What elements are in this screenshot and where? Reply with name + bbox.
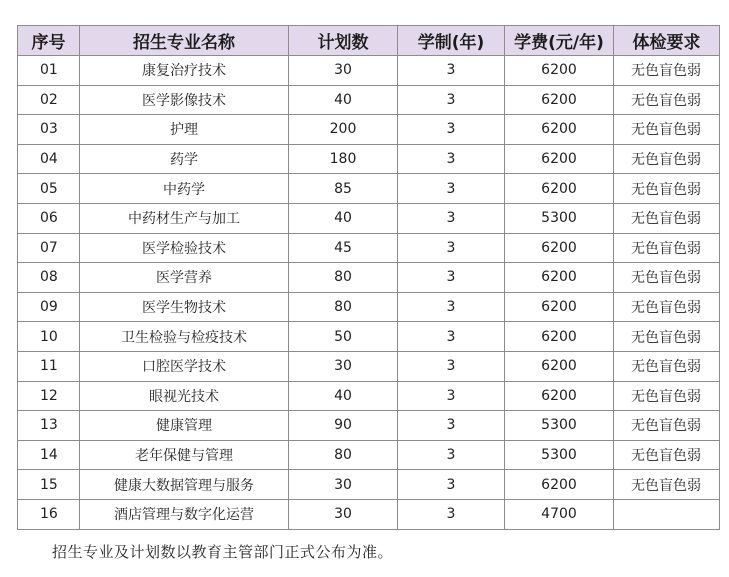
cell-tuition-fee: 6200 (505, 174, 614, 204)
cell-serial-number: 02 (18, 85, 80, 115)
cell-study-years: 3 (398, 292, 505, 322)
cell-serial-number: 08 (18, 263, 80, 293)
table-row (18, 85, 720, 115)
cell-plan-count: 85 (289, 174, 398, 204)
header-major-name: 招生专业名称 (80, 26, 289, 56)
cell-serial-number: 04 (18, 144, 80, 174)
table-row (18, 411, 720, 441)
cell-tuition-fee: 6200 (505, 292, 614, 322)
cell-serial-number: 06 (18, 203, 80, 233)
cell-study-years: 3 (398, 322, 505, 352)
cell-tuition-fee: 6200 (505, 144, 614, 174)
table-header-row (18, 26, 720, 56)
cell-plan-count: 40 (289, 381, 398, 411)
cell-serial-number: 05 (18, 174, 80, 204)
footnote-text: 招生专业及计划数以教育主管部门正式公布为准。 (52, 543, 394, 561)
table-row (18, 381, 720, 411)
cell-major-name: 康复治疗技术 (80, 56, 289, 86)
cell-serial-number: 16 (18, 499, 80, 529)
cell-tuition-fee: 5300 (505, 203, 614, 233)
cell-serial-number: 11 (18, 351, 80, 381)
table-body (18, 56, 720, 530)
table-row (18, 322, 720, 352)
table-row (18, 351, 720, 381)
cell-study-years: 3 (398, 56, 505, 86)
cell-serial-number: 03 (18, 115, 80, 145)
cell-major-name: 中药材生产与加工 (80, 203, 289, 233)
cell-study-years: 3 (398, 144, 505, 174)
cell-major-name: 老年保健与管理 (80, 440, 289, 470)
cell-plan-count: 40 (289, 85, 398, 115)
cell-study-years: 3 (398, 233, 505, 263)
cell-physical-requirement (614, 499, 720, 529)
cell-serial-number: 07 (18, 233, 80, 263)
cell-tuition-fee: 6200 (505, 470, 614, 500)
table-row (18, 56, 720, 86)
cell-plan-count: 40 (289, 203, 398, 233)
cell-major-name: 医学营养 (80, 263, 289, 293)
cell-study-years: 3 (398, 85, 505, 115)
cell-physical-requirement: 无色盲色弱 (614, 411, 720, 441)
cell-physical-requirement: 无色盲色弱 (614, 144, 720, 174)
cell-tuition-fee: 6200 (505, 115, 614, 145)
table-row (18, 203, 720, 233)
cell-study-years: 3 (398, 440, 505, 470)
cell-plan-count: 45 (289, 233, 398, 263)
cell-serial-number: 10 (18, 322, 80, 352)
table-row (18, 233, 720, 263)
header-physical-requirement: 体检要求 (614, 26, 720, 56)
cell-physical-requirement: 无色盲色弱 (614, 440, 720, 470)
cell-major-name: 酒店管理与数字化运营 (80, 499, 289, 529)
cell-major-name: 医学检验技术 (80, 233, 289, 263)
cell-plan-count: 180 (289, 144, 398, 174)
header-serial-number: 序号 (18, 26, 80, 56)
header-plan-count: 计划数 (289, 26, 398, 56)
cell-major-name: 口腔医学技术 (80, 351, 289, 381)
cell-plan-count: 80 (289, 440, 398, 470)
cell-tuition-fee: 6200 (505, 381, 614, 411)
cell-plan-count: 30 (289, 470, 398, 500)
cell-serial-number: 12 (18, 381, 80, 411)
cell-serial-number: 15 (18, 470, 80, 500)
cell-major-name: 健康管理 (80, 411, 289, 441)
cell-study-years: 3 (398, 351, 505, 381)
cell-study-years: 3 (398, 381, 505, 411)
cell-study-years: 3 (398, 470, 505, 500)
cell-serial-number: 01 (18, 56, 80, 86)
cell-study-years: 3 (398, 115, 505, 145)
cell-study-years: 3 (398, 411, 505, 441)
table-row (18, 263, 720, 293)
header-study-years: 学制(年) (398, 26, 505, 56)
cell-study-years: 3 (398, 499, 505, 529)
cell-plan-count: 200 (289, 115, 398, 145)
table-row (18, 470, 720, 500)
table-row (18, 144, 720, 174)
cell-plan-count: 30 (289, 499, 398, 529)
cell-physical-requirement: 无色盲色弱 (614, 381, 720, 411)
cell-study-years: 3 (398, 263, 505, 293)
enrollment-table-container (17, 25, 720, 530)
cell-physical-requirement: 无色盲色弱 (614, 115, 720, 145)
cell-tuition-fee: 5300 (505, 411, 614, 441)
table-row (18, 440, 720, 470)
cell-tuition-fee: 6200 (505, 233, 614, 263)
cell-physical-requirement: 无色盲色弱 (614, 470, 720, 500)
cell-physical-requirement: 无色盲色弱 (614, 322, 720, 352)
table-row (18, 174, 720, 204)
cell-physical-requirement: 无色盲色弱 (614, 85, 720, 115)
cell-major-name: 医学影像技术 (80, 85, 289, 115)
cell-major-name: 护理 (80, 115, 289, 145)
cell-tuition-fee: 6200 (505, 85, 614, 115)
cell-study-years: 3 (398, 174, 505, 204)
enrollment-plan-table (17, 25, 720, 530)
cell-physical-requirement: 无色盲色弱 (614, 351, 720, 381)
cell-plan-count: 50 (289, 322, 398, 352)
cell-serial-number: 13 (18, 411, 80, 441)
cell-physical-requirement: 无色盲色弱 (614, 292, 720, 322)
cell-tuition-fee: 6200 (505, 322, 614, 352)
cell-major-name: 眼视光技术 (80, 381, 289, 411)
cell-plan-count: 80 (289, 263, 398, 293)
cell-physical-requirement: 无色盲色弱 (614, 56, 720, 86)
cell-physical-requirement: 无色盲色弱 (614, 174, 720, 204)
cell-serial-number: 14 (18, 440, 80, 470)
cell-tuition-fee: 6200 (505, 56, 614, 86)
table-row (18, 499, 720, 529)
cell-plan-count: 90 (289, 411, 398, 441)
cell-major-name: 健康大数据管理与服务 (80, 470, 289, 500)
header-tuition-fee: 学费(元/年) (505, 26, 614, 56)
cell-major-name: 卫生检验与检疫技术 (80, 322, 289, 352)
table-row (18, 292, 720, 322)
cell-tuition-fee: 4700 (505, 499, 614, 529)
table-row (18, 115, 720, 145)
cell-tuition-fee: 5300 (505, 440, 614, 470)
cell-physical-requirement: 无色盲色弱 (614, 233, 720, 263)
cell-plan-count: 80 (289, 292, 398, 322)
cell-major-name: 药学 (80, 144, 289, 174)
cell-major-name: 医学生物技术 (80, 292, 289, 322)
cell-plan-count: 30 (289, 351, 398, 381)
cell-plan-count: 30 (289, 56, 398, 86)
cell-physical-requirement: 无色盲色弱 (614, 263, 720, 293)
cell-serial-number: 09 (18, 292, 80, 322)
cell-major-name: 中药学 (80, 174, 289, 204)
cell-physical-requirement: 无色盲色弱 (614, 203, 720, 233)
cell-tuition-fee: 6200 (505, 263, 614, 293)
cell-tuition-fee: 6200 (505, 351, 614, 381)
cell-study-years: 3 (398, 203, 505, 233)
